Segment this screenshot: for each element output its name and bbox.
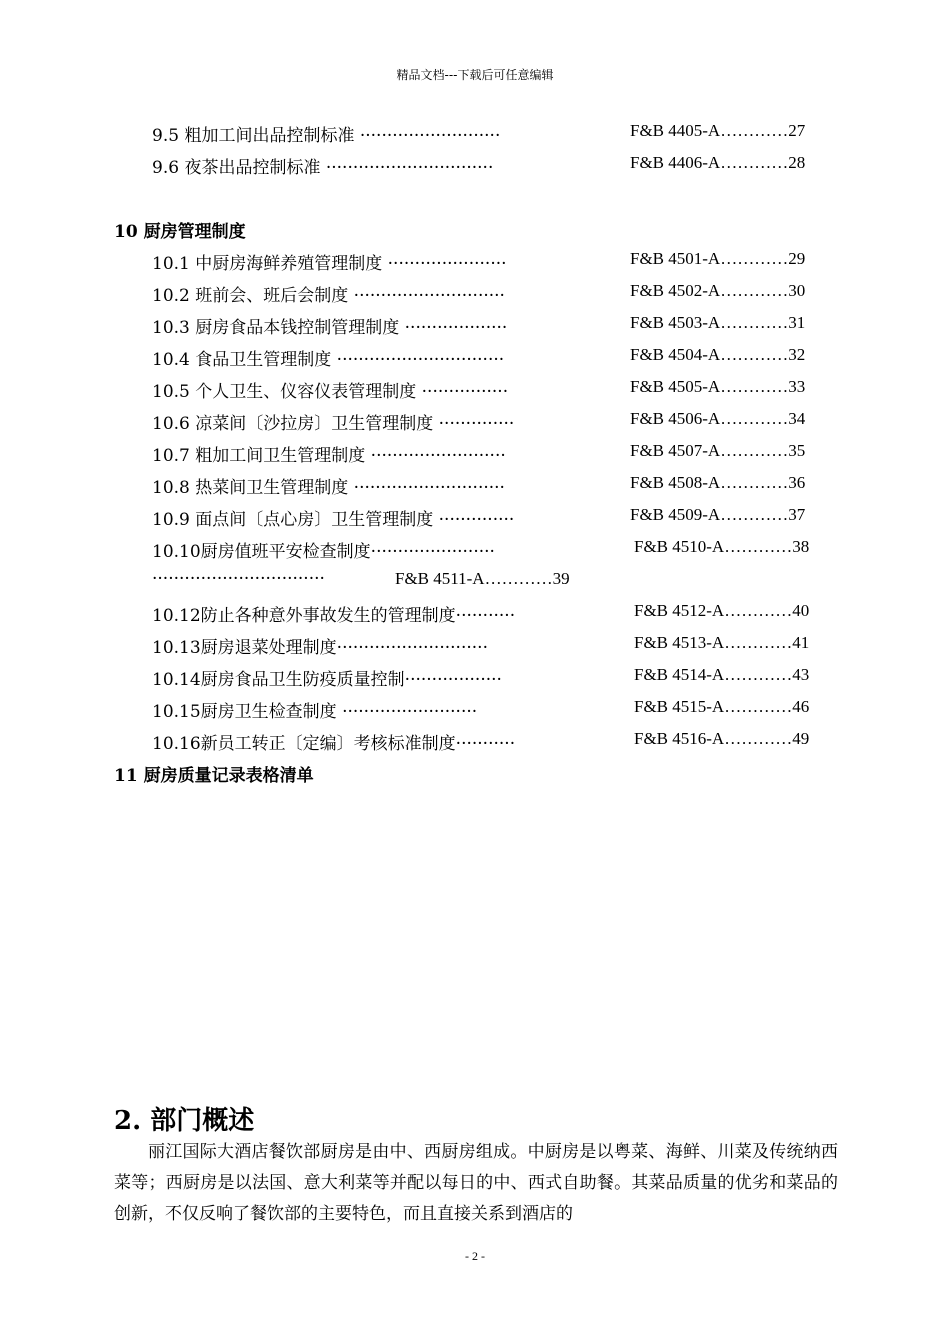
toc-entry [0,569,950,597]
section-heading-10: 10 厨房管理制度 [114,222,246,242]
toc-entry-title: 10.7 粗加工间卫生管理制度 ························· [152,446,506,466]
body-paragraph [114,1137,838,1230]
toc-entry-code: F&B 4502-A…………30 [630,281,806,300]
toc-entry-title: 10.13厨房退菜处理制度···························· [152,638,488,658]
toc-entry-code: F&B 4511-A…………39 [395,569,570,588]
paragraph-text: 丽江国际大酒店餐饮部厨房是由中、西厨房组成。中厨房是以粤菜、海鲜、川菜及传统纳西菜等；西厨房是以法国、意大利菜等并配以每日的中、西式自助餐。其菜品质量的优劣和菜品的创新，不仅反响了餐饮部的主要特色，而且直接关系到酒店的 [114,1142,838,1224]
toc-entry-title: 10.8 热菜间卫生管理制度 ···························· [152,478,505,498]
toc-entry-code: F&B 4504-A…………32 [630,345,806,364]
toc-entry-code: F&B 4501-A…………29 [630,249,806,268]
toc-entry-title: 9.6 夜茶出品控制标准 ······························· [152,158,494,178]
toc-entry [0,377,950,405]
toc-entry [0,249,950,277]
toc-entry-code: F&B 4506-A…………34 [630,409,806,428]
toc-entry-title: 10.14厨房食品卫生防疫质量控制·················· [152,670,502,690]
toc-entry [0,313,950,341]
toc-entry [0,441,950,469]
toc-entry-title: 9.5 粗加工间出品控制标准 ·························· [152,126,501,146]
toc-entry [0,665,950,693]
toc-entry [0,153,950,181]
toc-entry-code: F&B 4513-A…………41 [634,633,810,652]
toc-entry [0,633,950,661]
toc-entry-title: 10.1 中厨房海鲜养殖管理制度 ······················ [152,254,507,274]
toc-entry-code: F&B 4514-A…………43 [634,665,810,684]
toc-entry-title: 10.15厨房卫生检查制度 ························· [152,702,478,722]
toc-entry [0,345,950,373]
toc-entry-title: 10.2 班前会、班后会制度 ···························· [152,286,505,306]
toc-entry-title: 10.10厨房值班平安检查制度······················· [152,542,495,562]
toc-entry [0,121,950,149]
toc-entry-title: 10.12防止各种意外事故发生的管理制度··········· [152,606,516,626]
toc-entry-code: F&B 4510-A…………38 [634,537,810,556]
toc-entry [0,697,950,725]
toc-entry-code: F&B 4406-A…………28 [630,153,806,172]
chapter-heading: 2. 部门概述 [114,1106,255,1136]
page-number: - 2 - [465,1249,485,1263]
toc-entry-title: 10.5 个人卫生、仪容仪表管理制度 ················ [152,382,509,402]
toc-entry-code: F&B 4516-A…………49 [634,729,810,748]
toc-entry [0,281,950,309]
toc-entry [0,409,950,437]
toc-entry [0,729,950,757]
toc-entry-code: F&B 4508-A…………36 [630,473,806,492]
toc-entry-title: 10.4 食品卫生管理制度 ······························· [152,350,505,370]
section-heading-11: 11 厨房质量记录表格清单 [114,766,314,786]
toc-entry-code: F&B 4515-A…………46 [634,697,810,716]
toc-entry-title: ································ [152,569,325,589]
toc-entry-title: 10.3 厨房食品本钱控制管理制度 ··················· [152,318,508,338]
toc-entry-code: F&B 4505-A…………33 [630,377,806,396]
toc-entry [0,473,950,501]
toc-entry-title: 10.6 凉菜间〔沙拉房〕卫生管理制度 ·············· [152,414,515,434]
toc-entry-title: 10.9 面点间〔点心房〕卫生管理制度 ·············· [152,510,515,530]
toc-entry-code: F&B 4512-A…………40 [634,601,810,620]
toc-entry [0,601,950,629]
toc-entry [0,505,950,533]
toc-entry [0,537,950,565]
toc-entry-code: F&B 4503-A…………31 [630,313,806,332]
toc-entry-code: F&B 4509-A…………37 [630,505,806,524]
toc-entry-code: F&B 4507-A…………35 [630,441,806,460]
page-header: 精品文档---下载后可任意编辑 [396,68,554,82]
toc-entry-code: F&B 4405-A…………27 [630,121,806,140]
toc-entry-title: 10.16新员工转正〔定编〕考核标准制度··········· [152,734,516,754]
